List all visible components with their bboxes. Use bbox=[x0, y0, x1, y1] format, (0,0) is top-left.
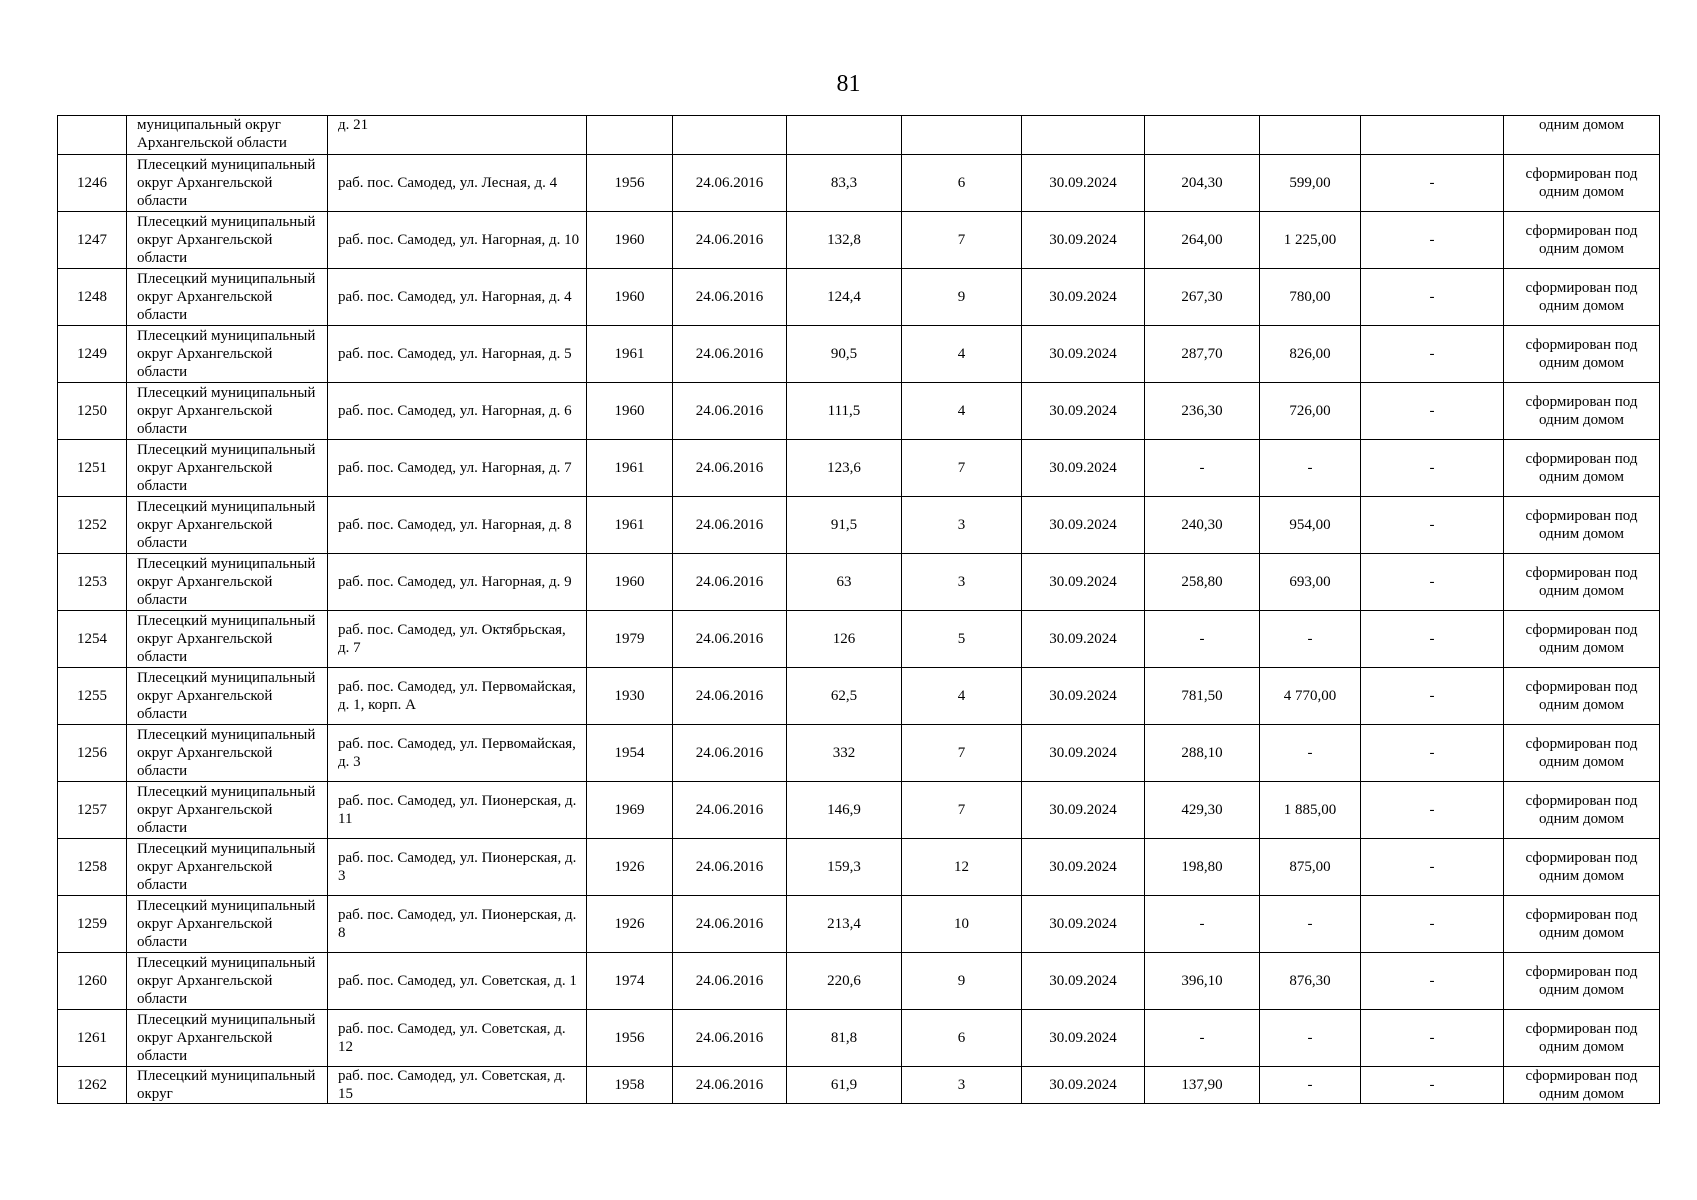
cell-date: 24.06.2016 bbox=[673, 326, 787, 383]
cell-municipality: Плесецкий муниципальный округ Архангельской области bbox=[127, 440, 328, 497]
cell-municipality: Плесецкий муниципальный округ Архангельской области bbox=[127, 326, 328, 383]
cell-area: 83,3 bbox=[787, 155, 902, 212]
cell-col10: 693,00 bbox=[1260, 554, 1361, 611]
cell-date: 24.06.2016 bbox=[673, 953, 787, 1010]
cell-address: раб. пос. Самодед, ул. Советская, д. 1 bbox=[328, 953, 587, 1010]
cell-col9: - bbox=[1145, 1010, 1260, 1067]
cell-note: сформирован под одним домом bbox=[1504, 554, 1660, 611]
cell-address: д. 21 bbox=[328, 116, 587, 155]
cell-residents: 3 bbox=[902, 1067, 1022, 1104]
cell-date: 24.06.2016 bbox=[673, 1010, 787, 1067]
cell-num: 1251 bbox=[58, 440, 127, 497]
cell-residents: 4 bbox=[902, 383, 1022, 440]
cell-year: 1958 bbox=[587, 1067, 673, 1104]
cell-col11: - bbox=[1361, 326, 1504, 383]
cell-col10: 954,00 bbox=[1260, 497, 1361, 554]
cell-address: раб. пос. Самодед, ул. Нагорная, д. 4 bbox=[328, 269, 587, 326]
cell-area: 126 bbox=[787, 611, 902, 668]
cell-col11: - bbox=[1361, 725, 1504, 782]
cell-area: 111,5 bbox=[787, 383, 902, 440]
cell-municipality: Плесецкий муниципальный округ Архангельской области bbox=[127, 383, 328, 440]
cell-col9: - bbox=[1145, 440, 1260, 497]
cell-date: 24.06.2016 bbox=[673, 611, 787, 668]
cell-col11: - bbox=[1361, 440, 1504, 497]
cell-municipality: Плесецкий муниципальный округ Архангельской области bbox=[127, 839, 328, 896]
cell-col9: 198,80 bbox=[1145, 839, 1260, 896]
cell-deadline: 30.09.2024 bbox=[1022, 440, 1145, 497]
cell-deadline: 30.09.2024 bbox=[1022, 782, 1145, 839]
cell-residents: 12 bbox=[902, 839, 1022, 896]
cell-col9: 288,10 bbox=[1145, 725, 1260, 782]
cell-col10: - bbox=[1260, 440, 1361, 497]
cell-address: раб. пос. Самодед, ул. Нагорная, д. 5 bbox=[328, 326, 587, 383]
cell-address: раб. пос. Самодед, ул. Пионерская, д. 11 bbox=[328, 782, 587, 839]
cell-col10: - bbox=[1260, 1010, 1361, 1067]
cell-area: 132,8 bbox=[787, 212, 902, 269]
cell-col9: 429,30 bbox=[1145, 782, 1260, 839]
cell-note: сформирован под одним домом bbox=[1504, 269, 1660, 326]
cell-col11: - bbox=[1361, 839, 1504, 896]
cell-note: сформирован под одним домом bbox=[1504, 839, 1660, 896]
cell-deadline bbox=[1022, 116, 1145, 155]
cell-col11: - bbox=[1361, 1067, 1504, 1104]
cell-num: 1255 bbox=[58, 668, 127, 725]
cell-date: 24.06.2016 bbox=[673, 839, 787, 896]
cell-area: 123,6 bbox=[787, 440, 902, 497]
cell-year: 1926 bbox=[587, 839, 673, 896]
cell-area: 332 bbox=[787, 725, 902, 782]
cell-col10 bbox=[1260, 116, 1361, 155]
cell-num: 1250 bbox=[58, 383, 127, 440]
cell-date: 24.06.2016 bbox=[673, 383, 787, 440]
cell-year: 1969 bbox=[587, 782, 673, 839]
cell-col11: - bbox=[1361, 1010, 1504, 1067]
cell-col11: - bbox=[1361, 383, 1504, 440]
cell-municipality: Плесецкий муниципальный округ Архангельской области bbox=[127, 725, 328, 782]
cell-note: сформирован под одним домом bbox=[1504, 155, 1660, 212]
cell-municipality: Плесецкий муниципальный округ Архангельской области bbox=[127, 269, 328, 326]
cell-municipality: Плесецкий муниципальный округ Архангельской области bbox=[127, 1010, 328, 1067]
cell-col9: 396,10 bbox=[1145, 953, 1260, 1010]
cell-address: раб. пос. Самодед, ул. Советская, д. 15 bbox=[328, 1067, 587, 1104]
cell-col9: 287,70 bbox=[1145, 326, 1260, 383]
cell-year: 1960 bbox=[587, 269, 673, 326]
cell-date: 24.06.2016 bbox=[673, 554, 787, 611]
cell-area: 159,3 bbox=[787, 839, 902, 896]
cell-deadline: 30.09.2024 bbox=[1022, 896, 1145, 953]
cell-residents: 7 bbox=[902, 212, 1022, 269]
cell-date: 24.06.2016 bbox=[673, 440, 787, 497]
cell-residents: 7 bbox=[902, 440, 1022, 497]
cell-address: раб. пос. Самодед, ул. Первомайская, д. 3 bbox=[328, 725, 587, 782]
cell-municipality: Плесецкий муниципальный округ Архангельской области bbox=[127, 953, 328, 1010]
cell-date: 24.06.2016 bbox=[673, 1067, 787, 1104]
cell-date: 24.06.2016 bbox=[673, 896, 787, 953]
cell-area: 213,4 bbox=[787, 896, 902, 953]
cell-deadline: 30.09.2024 bbox=[1022, 269, 1145, 326]
cell-col10: - bbox=[1260, 611, 1361, 668]
table-row bbox=[58, 782, 1660, 839]
table-row bbox=[58, 269, 1660, 326]
cell-address: раб. пос. Самодед, ул. Пионерская, д. 3 bbox=[328, 839, 587, 896]
cell-year: 1961 bbox=[587, 326, 673, 383]
cell-address: раб. пос. Самодед, ул. Нагорная, д. 10 bbox=[328, 212, 587, 269]
cell-residents: 6 bbox=[902, 155, 1022, 212]
cell-col10: 826,00 bbox=[1260, 326, 1361, 383]
cell-year: 1961 bbox=[587, 440, 673, 497]
cell-col10: 726,00 bbox=[1260, 383, 1361, 440]
cell-col10: 876,30 bbox=[1260, 953, 1361, 1010]
table-row bbox=[58, 326, 1660, 383]
cell-num: 1247 bbox=[58, 212, 127, 269]
cell-date bbox=[673, 116, 787, 155]
cell-note: сформирован под одним домом bbox=[1504, 782, 1660, 839]
cell-col11: - bbox=[1361, 497, 1504, 554]
cell-date: 24.06.2016 bbox=[673, 269, 787, 326]
cell-col9: 258,80 bbox=[1145, 554, 1260, 611]
cell-area: 90,5 bbox=[787, 326, 902, 383]
cell-address: раб. пос. Самодед, ул. Первомайская, д. 1, корп. А bbox=[328, 668, 587, 725]
cell-area: 220,6 bbox=[787, 953, 902, 1010]
cell-municipality: Плесецкий муниципальный округ Архангельской области bbox=[127, 497, 328, 554]
cell-address: раб. пос. Самодед, ул. Советская, д. 12 bbox=[328, 1010, 587, 1067]
cell-year: 1926 bbox=[587, 896, 673, 953]
cell-col9 bbox=[1145, 116, 1260, 155]
cell-residents: 3 bbox=[902, 554, 1022, 611]
cell-num: 1262 bbox=[58, 1067, 127, 1104]
table-row bbox=[58, 440, 1660, 497]
cell-residents: 5 bbox=[902, 611, 1022, 668]
cell-address: раб. пос. Самодед, ул. Пионерская, д. 8 bbox=[328, 896, 587, 953]
cell-address: раб. пос. Самодед, ул. Нагорная, д. 7 bbox=[328, 440, 587, 497]
table-row bbox=[58, 668, 1660, 725]
cell-col11: - bbox=[1361, 155, 1504, 212]
cell-year: 1979 bbox=[587, 611, 673, 668]
cell-num: 1258 bbox=[58, 839, 127, 896]
cell-note: сформирован под одним домом bbox=[1504, 440, 1660, 497]
cell-num: 1246 bbox=[58, 155, 127, 212]
cell-note: сформирован под одним домом bbox=[1504, 668, 1660, 725]
cell-note: сформирован под одним домом bbox=[1504, 1010, 1660, 1067]
table-row bbox=[58, 497, 1660, 554]
table-row bbox=[58, 953, 1660, 1010]
cell-area: 146,9 bbox=[787, 782, 902, 839]
cell-year: 1960 bbox=[587, 212, 673, 269]
cell-num: 1256 bbox=[58, 725, 127, 782]
cell-deadline: 30.09.2024 bbox=[1022, 839, 1145, 896]
cell-col9: 236,30 bbox=[1145, 383, 1260, 440]
cell-col9: 781,50 bbox=[1145, 668, 1260, 725]
cell-note: сформирован под одним домом bbox=[1504, 953, 1660, 1010]
cell-municipality: Плесецкий муниципальный округ Архангельской области bbox=[127, 212, 328, 269]
table-row bbox=[58, 611, 1660, 668]
cell-col11: - bbox=[1361, 953, 1504, 1010]
cell-num bbox=[58, 116, 127, 155]
cell-num: 1257 bbox=[58, 782, 127, 839]
cell-municipality: Плесецкий муниципальный округ Архангельской области bbox=[127, 668, 328, 725]
cell-address: раб. пос. Самодед, ул. Лесная, д. 4 bbox=[328, 155, 587, 212]
cell-col11: - bbox=[1361, 269, 1504, 326]
cell-deadline: 30.09.2024 bbox=[1022, 953, 1145, 1010]
cell-year: 1954 bbox=[587, 725, 673, 782]
cell-deadline: 30.09.2024 bbox=[1022, 725, 1145, 782]
table-row-continued bbox=[58, 116, 1660, 155]
cell-deadline: 30.09.2024 bbox=[1022, 554, 1145, 611]
cell-area: 91,5 bbox=[787, 497, 902, 554]
cell-area: 61,9 bbox=[787, 1067, 902, 1104]
cell-address: раб. пос. Самодед, ул. Нагорная, д. 9 bbox=[328, 554, 587, 611]
cell-year: 1956 bbox=[587, 155, 673, 212]
page-number: 81 bbox=[836, 71, 861, 97]
cell-residents: 7 bbox=[902, 782, 1022, 839]
cell-num: 1248 bbox=[58, 269, 127, 326]
cell-col9: 240,30 bbox=[1145, 497, 1260, 554]
cell-residents: 7 bbox=[902, 725, 1022, 782]
cell-col11: - bbox=[1361, 668, 1504, 725]
cell-residents: 4 bbox=[902, 668, 1022, 725]
cell-note: одним домом bbox=[1504, 116, 1660, 155]
cell-col11 bbox=[1361, 116, 1504, 155]
cell-deadline: 30.09.2024 bbox=[1022, 1067, 1145, 1104]
cell-deadline: 30.09.2024 bbox=[1022, 383, 1145, 440]
cell-note: сформирован под одним домом bbox=[1504, 1067, 1660, 1104]
cell-col10: - bbox=[1260, 1067, 1361, 1104]
cell-col10: 599,00 bbox=[1260, 155, 1361, 212]
table-row-partial bbox=[58, 1067, 1660, 1104]
cell-col11: - bbox=[1361, 212, 1504, 269]
cell-year: 1961 bbox=[587, 497, 673, 554]
cell-deadline: 30.09.2024 bbox=[1022, 497, 1145, 554]
cell-residents: 6 bbox=[902, 1010, 1022, 1067]
cell-date: 24.06.2016 bbox=[673, 668, 787, 725]
cell-note: сформирован под одним домом bbox=[1504, 725, 1660, 782]
table-row bbox=[58, 725, 1660, 782]
cell-year: 1960 bbox=[587, 383, 673, 440]
cell-col9: 264,00 bbox=[1145, 212, 1260, 269]
cell-col11: - bbox=[1361, 611, 1504, 668]
cell-num: 1253 bbox=[58, 554, 127, 611]
cell-municipality: Плесецкий муниципальный округ bbox=[127, 1067, 328, 1104]
cell-col11: - bbox=[1361, 554, 1504, 611]
cell-date: 24.06.2016 bbox=[673, 497, 787, 554]
cell-municipality: Плесецкий муниципальный округ Архангельской области bbox=[127, 896, 328, 953]
cell-date: 24.06.2016 bbox=[673, 212, 787, 269]
cell-deadline: 30.09.2024 bbox=[1022, 212, 1145, 269]
cell-num: 1252 bbox=[58, 497, 127, 554]
cell-date: 24.06.2016 bbox=[673, 725, 787, 782]
table-row bbox=[58, 383, 1660, 440]
cell-date: 24.06.2016 bbox=[673, 782, 787, 839]
cell-residents: 10 bbox=[902, 896, 1022, 953]
table-row bbox=[58, 1010, 1660, 1067]
cell-residents: 3 bbox=[902, 497, 1022, 554]
cell-deadline: 30.09.2024 bbox=[1022, 611, 1145, 668]
cell-col9: 267,30 bbox=[1145, 269, 1260, 326]
cell-residents: 9 bbox=[902, 953, 1022, 1010]
cell-year: 1956 bbox=[587, 1010, 673, 1067]
table-row bbox=[58, 839, 1660, 896]
cell-num: 1249 bbox=[58, 326, 127, 383]
cell-municipality: Плесецкий муниципальный округ Архангельской области bbox=[127, 782, 328, 839]
table-row bbox=[58, 554, 1660, 611]
cell-deadline: 30.09.2024 bbox=[1022, 326, 1145, 383]
cell-col10: 780,00 bbox=[1260, 269, 1361, 326]
cell-address: раб. пос. Самодед, ул. Нагорная, д. 8 bbox=[328, 497, 587, 554]
cell-area: 124,4 bbox=[787, 269, 902, 326]
cell-area: 81,8 bbox=[787, 1010, 902, 1067]
cell-year: 1974 bbox=[587, 953, 673, 1010]
cell-year: 1960 bbox=[587, 554, 673, 611]
cell-deadline: 30.09.2024 bbox=[1022, 668, 1145, 725]
cell-col10: - bbox=[1260, 725, 1361, 782]
cell-municipality: Плесецкий муниципальный округ Архангельской области bbox=[127, 611, 328, 668]
cell-deadline: 30.09.2024 bbox=[1022, 1010, 1145, 1067]
cell-note: сформирован под одним домом bbox=[1504, 326, 1660, 383]
cell-address: раб. пос. Самодед, ул. Октябрьская, д. 7 bbox=[328, 611, 587, 668]
cell-municipality: Плесецкий муниципальный округ Архангельской области bbox=[127, 155, 328, 212]
table-row bbox=[58, 212, 1660, 269]
cell-residents bbox=[902, 116, 1022, 155]
cell-area: 63 bbox=[787, 554, 902, 611]
cell-deadline: 30.09.2024 bbox=[1022, 155, 1145, 212]
cell-municipality: муниципальный округ Архангельской области bbox=[127, 116, 328, 155]
cell-col10: 875,00 bbox=[1260, 839, 1361, 896]
cell-col10: 1 885,00 bbox=[1260, 782, 1361, 839]
cell-num: 1259 bbox=[58, 896, 127, 953]
cell-col9: 137,90 bbox=[1145, 1067, 1260, 1104]
cell-date: 24.06.2016 bbox=[673, 155, 787, 212]
cell-col9: - bbox=[1145, 896, 1260, 953]
cell-num: 1254 bbox=[58, 611, 127, 668]
cell-num: 1260 bbox=[58, 953, 127, 1010]
cell-col10: 4 770,00 bbox=[1260, 668, 1361, 725]
cell-col11: - bbox=[1361, 782, 1504, 839]
cell-residents: 4 bbox=[902, 326, 1022, 383]
housing-registry-table bbox=[57, 115, 1660, 1104]
cell-note: сформирован под одним домом bbox=[1504, 212, 1660, 269]
table-row bbox=[58, 155, 1660, 212]
cell-municipality: Плесецкий муниципальный округ Архангельской области bbox=[127, 554, 328, 611]
cell-note: сформирован под одним домом bbox=[1504, 896, 1660, 953]
cell-note: сформирован под одним домом bbox=[1504, 383, 1660, 440]
cell-col9: - bbox=[1145, 611, 1260, 668]
cell-residents: 9 bbox=[902, 269, 1022, 326]
cell-year bbox=[587, 116, 673, 155]
cell-col11: - bbox=[1361, 896, 1504, 953]
cell-col10: - bbox=[1260, 896, 1361, 953]
cell-note: сформирован под одним домом bbox=[1504, 611, 1660, 668]
cell-col10: 1 225,00 bbox=[1260, 212, 1361, 269]
cell-num: 1261 bbox=[58, 1010, 127, 1067]
table-row bbox=[58, 896, 1660, 953]
cell-area bbox=[787, 116, 902, 155]
cell-address: раб. пос. Самодед, ул. Нагорная, д. 6 bbox=[328, 383, 587, 440]
cell-area: 62,5 bbox=[787, 668, 902, 725]
cell-note: сформирован под одним домом bbox=[1504, 497, 1660, 554]
cell-year: 1930 bbox=[587, 668, 673, 725]
cell-col9: 204,30 bbox=[1145, 155, 1260, 212]
